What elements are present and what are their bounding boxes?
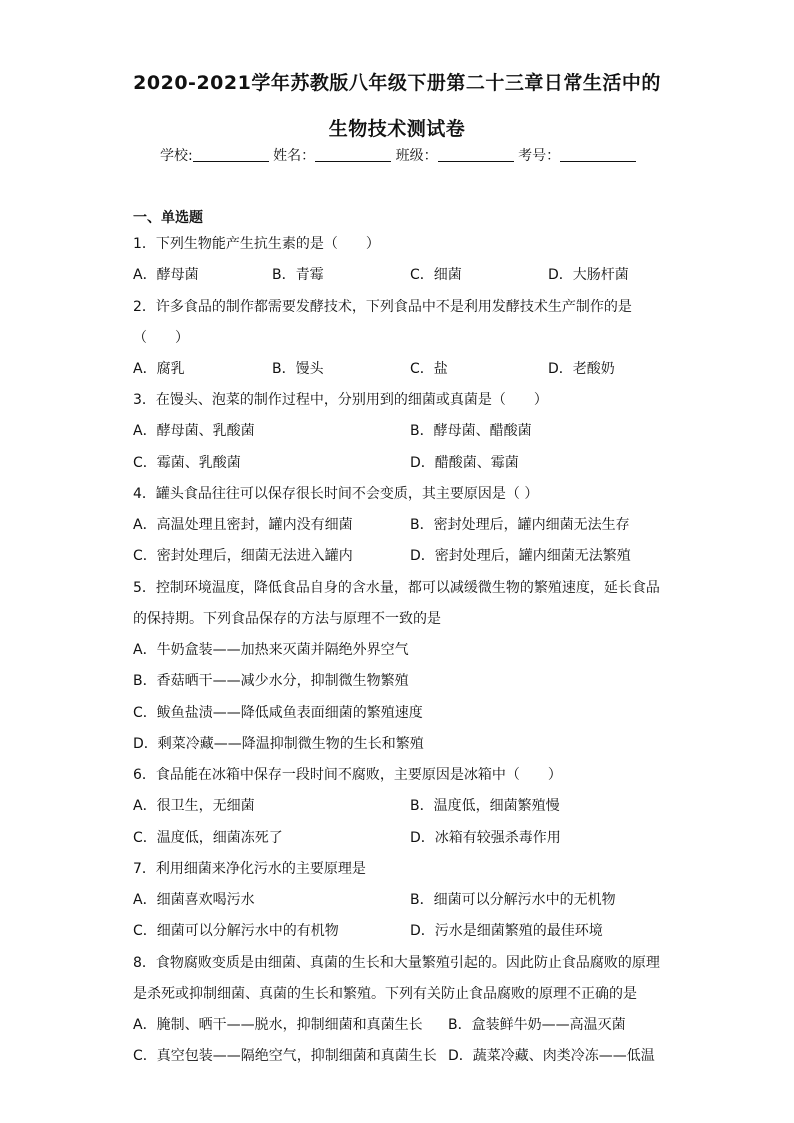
question-2-stem-line-1: 2．许多食品的制作都需要发酵技术，下列食品中不是利用发酵技术生产制作的是 [133,299,632,315]
section-title: 一、单选题 [133,210,203,226]
question-8-option-d[interactable]: D．蔬菜冷藏、肉类冷冻——低温 [448,1048,655,1064]
question-8-stem-line-1: 8．食物腐败变质是由细菌、真菌的生长和大量繁殖引起的。因此防止食品腐败的原理 [133,955,660,971]
exam-title-line-1: 2020-2021学年苏教版八年级下册第二十三章日常生活中的 [133,72,661,94]
question-3-option-c[interactable]: C．霉菌、乳酸菌 [133,455,241,471]
question-6-stem: 6．食品能在冰箱中保存一段时间不腐败，主要原因是冰箱中（ ） [133,767,562,783]
school-label: 学校: [160,148,193,164]
question-5-option-a[interactable]: A．牛奶盒装——加热来灭菌并隔绝外界空气 [133,642,409,658]
number-label: 考号： [518,148,561,164]
question-5-stem-line-2: 的保持期。下列食品保存的方法与原理不一致的是 [133,611,441,627]
question-4-option-c[interactable]: C．密封处理后，细菌无法进入罐内 [133,548,353,564]
name-label: 姓名： [273,148,316,164]
question-3-option-b[interactable]: B．酵母菌、醋酸菌 [410,423,532,439]
question-1-option-b[interactable]: B．青霉 [272,267,324,283]
question-2-option-b[interactable]: B．馒头 [272,361,324,377]
question-8-option-c[interactable]: C．真空包装——隔绝空气，抑制细菌和真菌生长 [133,1048,437,1064]
question-5-stem-line-1: 5．控制环境温度，降低食品自身的含水量，都可以减缓微生物的繁殖速度，延长食品 [133,580,660,596]
question-7-stem: 7．利用细菌来净化污水的主要原理是 [133,861,366,877]
question-1-option-a[interactable]: A．酵母菌 [133,267,199,283]
question-3-stem: 3．在馒头、泡菜的制作过程中，分别用到的细菌或真菌是（ ） [133,392,548,408]
name-blank[interactable] [315,147,391,162]
question-7-option-c[interactable]: C．细菌可以分解污水中的有机物 [133,923,339,939]
question-1-option-d[interactable]: D．大肠杆菌 [548,267,629,283]
question-2-stem-line-2: （ ） [133,330,189,346]
question-6-option-b[interactable]: B．温度低，细菌繁殖慢 [410,798,560,814]
question-3-option-a[interactable]: A．酵母菌、乳酸菌 [133,423,255,439]
question-2-option-d[interactable]: D．老酸奶 [548,361,615,377]
class-label: 班级： [395,148,438,164]
question-2-option-c[interactable]: C．盐 [410,361,448,377]
question-6-option-c[interactable]: C．温度低，细菌冻死了 [133,830,283,846]
question-8-stem-line-2: 是杀死或抑制细菌、真菌的生长和繁殖。下列有关防止食品腐败的原理不正确的是 [133,986,637,1002]
question-5-option-d[interactable]: D．剩菜冷藏——降温抑制微生物的生长和繁殖 [133,736,424,752]
question-8-option-a[interactable]: A．腌制、晒干——脱水，抑制细菌和真菌生长 [133,1017,423,1033]
question-7-option-b[interactable]: B．细菌可以分解污水中的无机物 [410,892,616,908]
question-7-option-a[interactable]: A．细菌喜欢喝污水 [133,892,255,908]
question-1-stem: 1．下列生物能产生抗生素的是（ ） [133,236,380,252]
question-4-option-d[interactable]: D．密封处理后，罐内细菌无法繁殖 [410,548,631,564]
question-4-option-a[interactable]: A．高温处理且密封，罐内没有细菌 [133,517,353,533]
question-4-stem: 4．罐头食品往往可以保存很长时间不会变质，其主要原因是（ ） [133,486,539,502]
school-blank[interactable] [193,147,269,162]
question-6-option-a[interactable]: A．很卫生，无细菌 [133,798,255,814]
question-8-option-b[interactable]: B．盒装鲜牛奶——高温灭菌 [448,1017,626,1033]
question-4-option-b[interactable]: B．密封处理后，罐内细菌无法生存 [410,517,630,533]
question-7-option-d[interactable]: D．污水是细菌繁殖的最佳环境 [410,923,603,939]
question-5-option-c[interactable]: C．鲅鱼盐渍——降低咸鱼表面细菌的繁殖速度 [133,705,423,721]
question-3-option-d[interactable]: D．醋酸菌、霉菌 [410,455,519,471]
class-blank[interactable] [438,147,514,162]
exam-title-line-2: 生物技术测试卷 [328,118,466,140]
student-info-row [160,145,636,165]
question-2-option-a[interactable]: A．腐乳 [133,361,185,377]
question-5-option-b[interactable]: B．香菇晒干——减少水分，抑制微生物繁殖 [133,673,409,689]
question-1-option-c[interactable]: C．细菌 [410,267,462,283]
question-6-option-d[interactable]: D．冰箱有较强杀毒作用 [410,830,561,846]
number-blank[interactable] [560,147,636,162]
